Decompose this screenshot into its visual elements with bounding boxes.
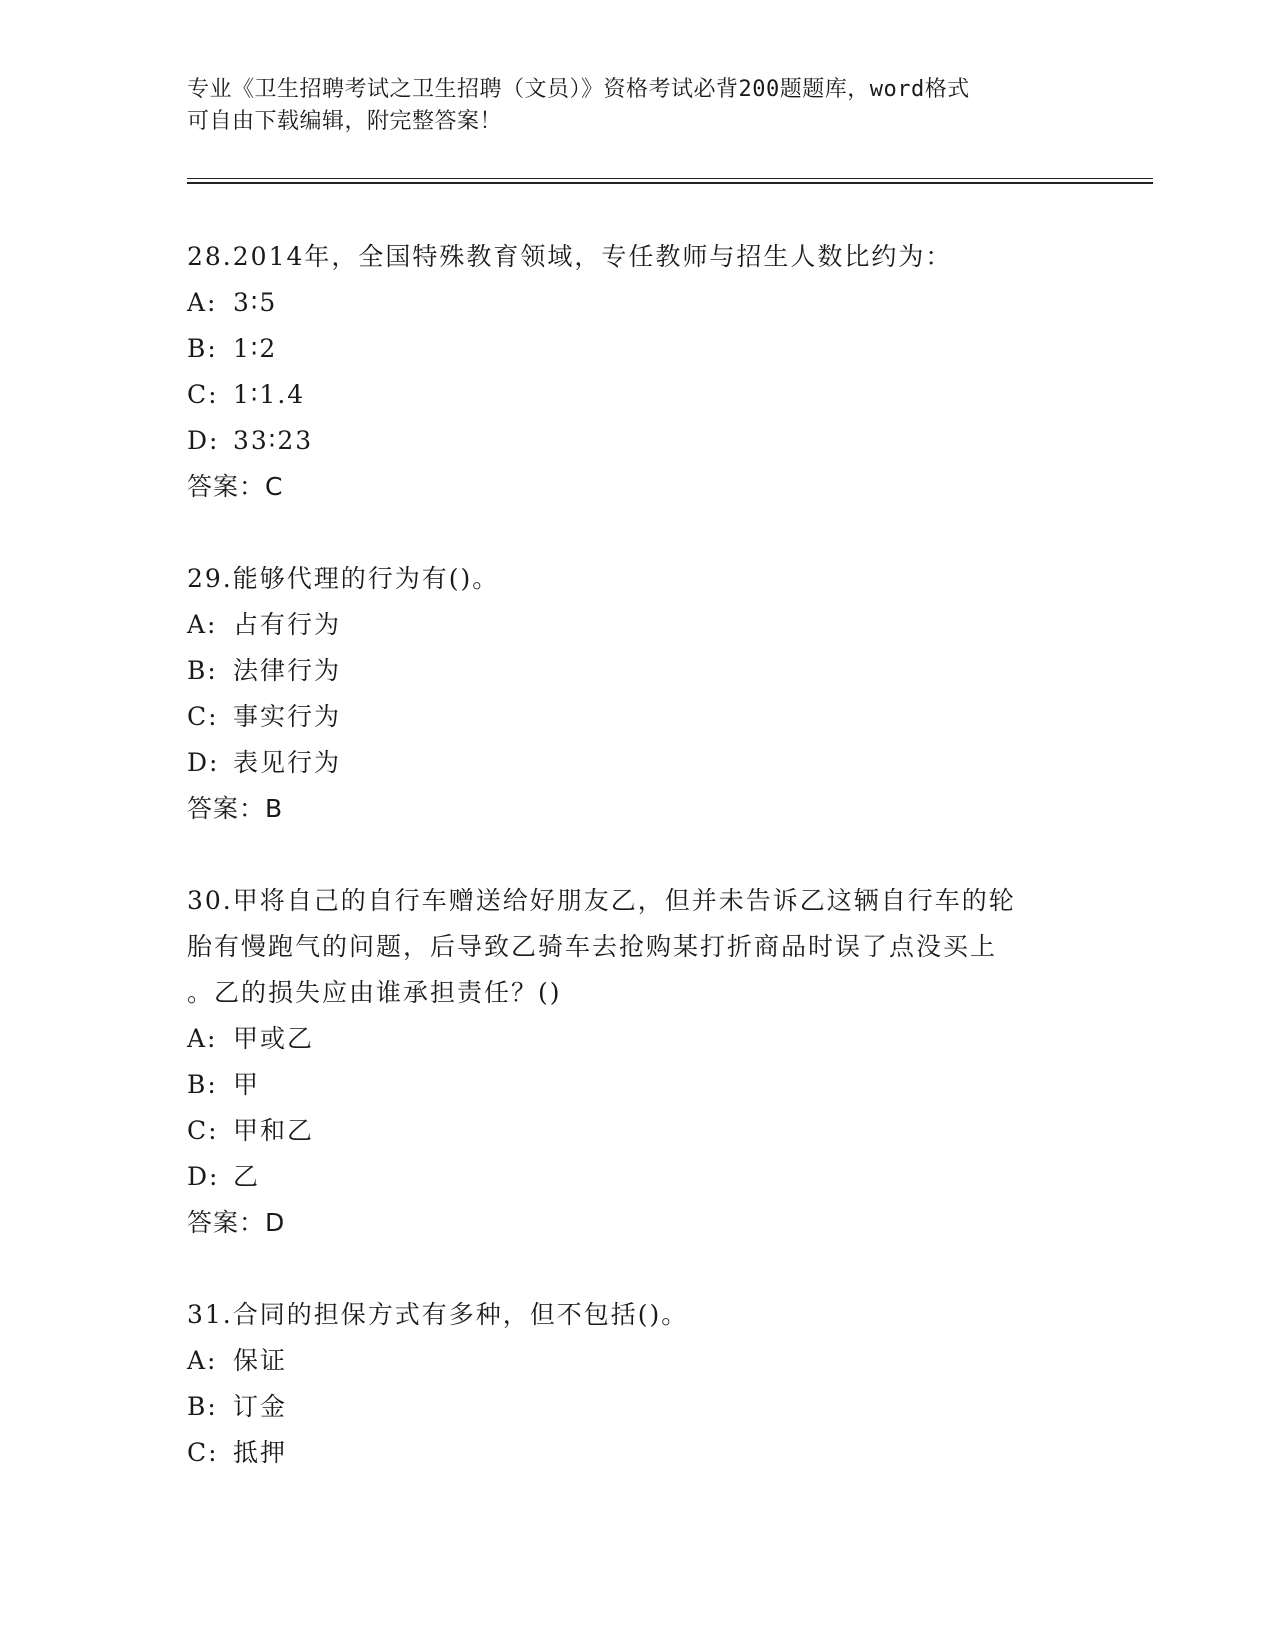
option-b (187, 648, 1087, 694)
question-text: 29.能够代理的行为有()。 (187, 564, 500, 593)
option-letter: B: (187, 1392, 218, 1421)
option-text: 保证 (233, 1346, 288, 1375)
option-a (187, 1016, 1087, 1062)
option-a (187, 280, 1087, 326)
answer-label: 答案：D (187, 1208, 286, 1237)
question-29 (187, 556, 1087, 832)
option-letter: D: (187, 748, 220, 777)
option-text: 1∶2 (233, 334, 278, 363)
document-header (187, 74, 1067, 138)
question-text: 胎有慢跑气的问题，后导致乙骑车去抢购某打折商品时误了点没买上 (187, 932, 998, 961)
option-letter: B: (187, 1070, 218, 1099)
option-text: 3∶5 (233, 288, 278, 317)
option-text: 甲或乙 (233, 1024, 315, 1053)
spacer (187, 510, 1087, 556)
spacer (187, 1246, 1087, 1292)
question-text: 28.2014年，全国特殊教育领域，专任教师与招生人数比约为： (187, 242, 953, 271)
option-d (187, 740, 1087, 786)
option-c (187, 372, 1087, 418)
option-letter: A: (187, 610, 218, 639)
option-text: 甲和乙 (233, 1116, 315, 1145)
question-text: 30.甲将自己的自行车赠送给好朋友乙，但并未告诉乙这辆自行车的轮 (187, 886, 1016, 915)
option-d (187, 1154, 1087, 1200)
option-c (187, 1108, 1087, 1154)
option-letter: C: (187, 1438, 219, 1467)
option-letter: D: (187, 1162, 220, 1191)
question-30 (187, 878, 1087, 1246)
option-text: 占有行为 (233, 610, 342, 639)
option-letter: A: (187, 1346, 218, 1375)
option-letter: C: (187, 380, 219, 409)
option-letter: B: (187, 334, 218, 363)
option-letter: A: (187, 1024, 218, 1053)
option-letter: B: (187, 656, 218, 685)
spacer (187, 832, 1087, 878)
option-a (187, 1338, 1087, 1384)
answer-label: 答案：B (187, 794, 284, 823)
question-28 (187, 234, 1087, 510)
option-a (187, 602, 1087, 648)
option-letter: A: (187, 288, 218, 317)
question-31 (187, 1292, 1087, 1476)
option-b (187, 326, 1087, 372)
option-d (187, 418, 1087, 464)
option-text: 1∶1.4 (233, 380, 306, 409)
option-c (187, 1430, 1087, 1476)
header-line-1: 专业《卫生招聘考试之卫生招聘（文员）》资格考试必背200题题库，word格式 (187, 77, 970, 102)
option-c (187, 694, 1087, 740)
option-text: 法律行为 (233, 656, 342, 685)
option-text: 订金 (233, 1392, 288, 1421)
question-text: 。乙的损失应由谁承担责任？() (187, 978, 562, 1007)
question-text: 31.合同的担保方式有多种，但不包括()。 (187, 1300, 689, 1329)
option-letter: D: (187, 426, 220, 455)
header-line-2: 可自由下载编辑，附完整答案！ (187, 109, 503, 134)
option-b (187, 1062, 1087, 1108)
option-text: 抵押 (233, 1438, 288, 1467)
option-text: 乙 (233, 1162, 261, 1191)
option-letter: C: (187, 1116, 219, 1145)
question-list (187, 234, 1087, 1476)
answer-label: 答案：C (187, 472, 284, 501)
option-text: 33∶23 (233, 426, 314, 455)
option-letter: C: (187, 702, 219, 731)
header-divider-thick (187, 182, 1153, 184)
header-divider-thin (187, 178, 1153, 179)
option-text: 事实行为 (233, 702, 342, 731)
option-b (187, 1384, 1087, 1430)
option-text: 甲 (233, 1070, 261, 1099)
option-text: 表见行为 (233, 748, 342, 777)
